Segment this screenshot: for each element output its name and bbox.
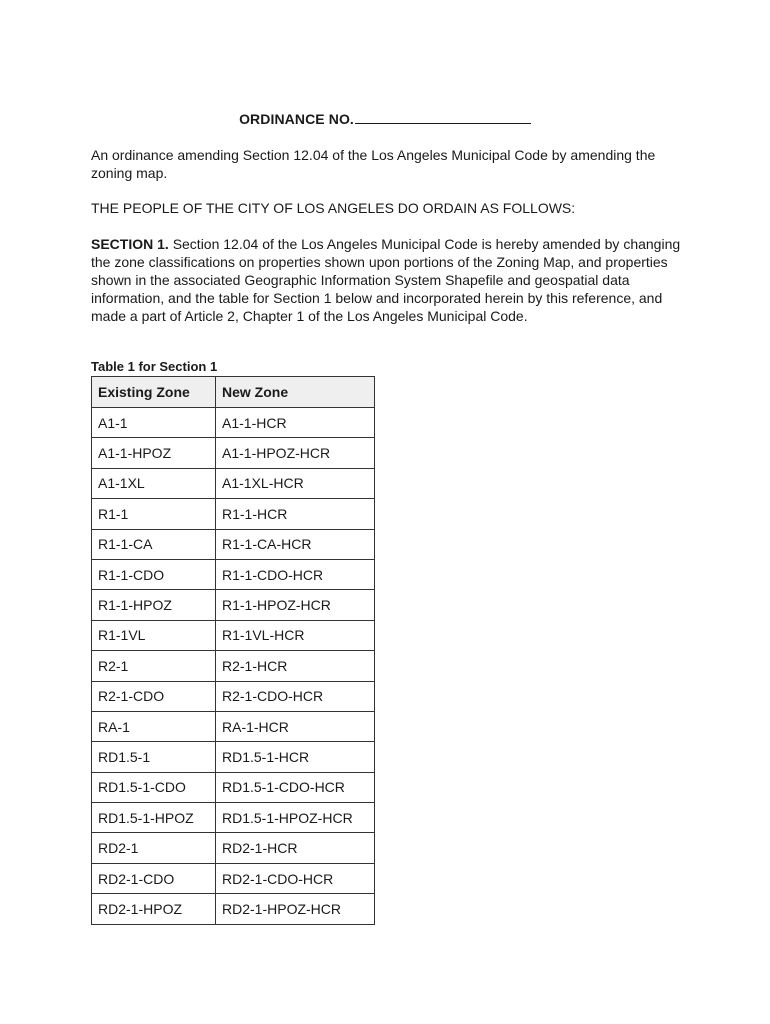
new-zone-cell: R2-1-HCR [216,651,375,681]
new-zone-cell: RD2-1-HPOZ-HCR [216,894,375,924]
column-header-new-zone: New Zone [216,377,375,408]
existing-zone-cell: R1-1-CA [92,529,216,559]
ordinance-number-blank [355,110,531,124]
new-zone-cell: A1-1-HCR [216,408,375,438]
table-row [92,590,375,620]
table-row [92,863,375,893]
table-header-row [92,377,375,408]
table-row [92,803,375,833]
new-zone-cell: RD2-1-HCR [216,833,375,863]
zone-change-table [91,376,375,925]
new-zone-cell: RD2-1-CDO-HCR [216,863,375,893]
table-row [92,742,375,772]
table-row [92,468,375,498]
existing-zone-cell: R1-1-CDO [92,559,216,589]
new-zone-cell: R2-1-CDO-HCR [216,681,375,711]
table-row [92,529,375,559]
new-zone-cell: RA-1-HCR [216,711,375,741]
existing-zone-cell: RA-1 [92,711,216,741]
new-zone-cell: R1-1-HPOZ-HCR [216,590,375,620]
new-zone-cell: A1-1XL-HCR [216,468,375,498]
table-row [92,408,375,438]
table-row [92,681,375,711]
existing-zone-cell: RD2-1-HPOZ [92,894,216,924]
table-body [92,408,375,925]
new-zone-cell: R1-1-HCR [216,499,375,529]
existing-zone-cell: R2-1-CDO [92,681,216,711]
existing-zone-cell: R1-1VL [92,620,216,650]
table-row [92,711,375,741]
table-row [92,438,375,468]
existing-zone-cell: RD2-1 [92,833,216,863]
existing-zone-cell: A1-1XL [92,468,216,498]
intro-paragraph: An ordinance amending Section 12.04 of the Los Angeles Municipal Code by amending the zoning map. [91,147,656,181]
existing-zone-cell: A1-1 [92,408,216,438]
enacting-clause: THE PEOPLE OF THE CITY OF LOS ANGELES DO ORDAIN AS FOLLOWS: [91,200,576,216]
ordinance-title [0,110,770,127]
existing-zone-cell: RD1.5-1-HPOZ [92,803,216,833]
existing-zone-cell: RD1.5-1-CDO [92,772,216,802]
existing-zone-cell: R2-1 [92,651,216,681]
section-1-heading: SECTION 1. [91,236,169,252]
table-row [92,620,375,650]
new-zone-cell: R1-1-CA-HCR [216,529,375,559]
new-zone-cell: RD1.5-1-CDO-HCR [216,772,375,802]
new-zone-cell: RD1.5-1-HCR [216,742,375,772]
new-zone-cell: RD1.5-1-HPOZ-HCR [216,803,375,833]
table-row [92,499,375,529]
table-row [92,833,375,863]
section-1-paragraph [91,235,681,325]
table-row [92,772,375,802]
existing-zone-cell: RD1.5-1 [92,742,216,772]
ordinance-title-text: ORDINANCE NO. [239,111,354,127]
existing-zone-cell: A1-1-HPOZ [92,438,216,468]
table-row [92,651,375,681]
new-zone-cell: R1-1VL-HCR [216,620,375,650]
column-header-existing-zone: Existing Zone [92,377,216,408]
new-zone-cell: R1-1-CDO-HCR [216,559,375,589]
table-row [92,894,375,924]
table-row [92,559,375,589]
existing-zone-cell: RD2-1-CDO [92,863,216,893]
existing-zone-cell: R1-1 [92,499,216,529]
existing-zone-cell: R1-1-HPOZ [92,590,216,620]
new-zone-cell: A1-1-HPOZ-HCR [216,438,375,468]
section-1-body: Section 12.04 of the Los Angeles Municipal Code is hereby amended by changing the zone classifications on properties shown upon portions of the Zoning Map, and properties shown in the associated Geographic Information System Shapefile and geospatial data information, and the table for Section 1 below and incorporated herein by this reference, and made a part of Article 2, Chapter 1 of the Los Angeles Municipal Code. [91,236,681,324]
table-caption: Table 1 for Section 1 [91,359,218,374]
